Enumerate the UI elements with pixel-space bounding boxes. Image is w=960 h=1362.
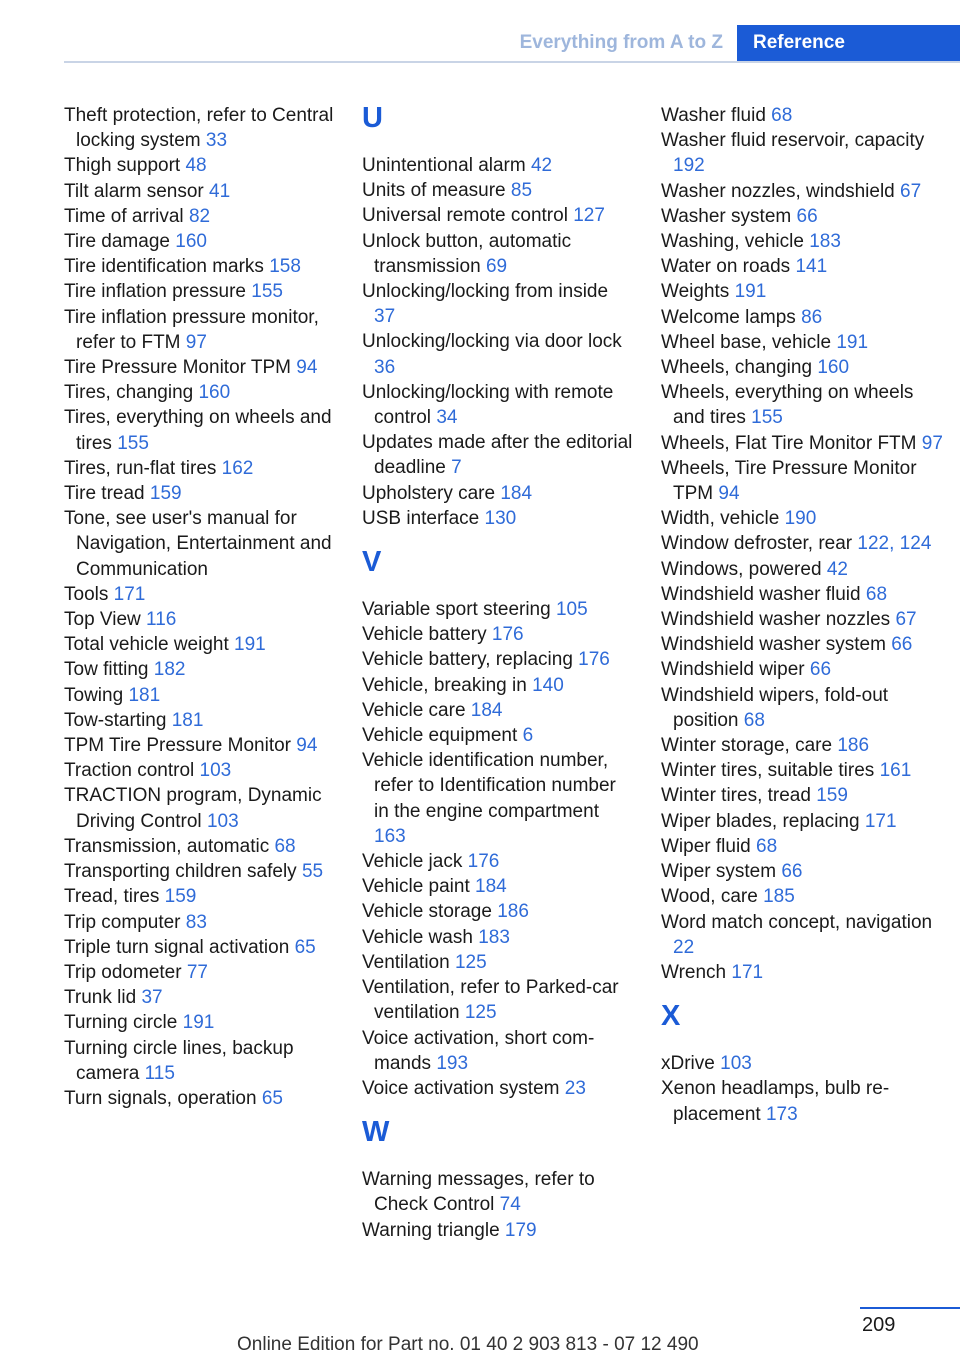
- index-entry: [362, 925, 634, 950]
- index-entry-text: Tire damage: [64, 231, 170, 253]
- index-entry: [64, 254, 336, 279]
- index-entry-text: Vehicle battery: [362, 624, 487, 646]
- page-reference-link[interactable]: 181: [171, 709, 204, 731]
- page-reference-link[interactable]: 184: [470, 699, 503, 721]
- index-entry-text: Tilt alarm sensor: [64, 180, 204, 202]
- index-entry: [362, 506, 634, 531]
- index-entry: [64, 632, 336, 657]
- index-entry: [661, 607, 946, 632]
- index-entry-text: Voice activation system: [362, 1077, 560, 1099]
- page-reference-link[interactable]: 141: [795, 256, 828, 278]
- page-reference-link[interactable]: 94: [296, 357, 318, 379]
- index-entry: [64, 960, 336, 985]
- index-entry-text: Tone, see user's manual for Navigation, Entertainment and Communication: [64, 508, 332, 580]
- index-entry-text: Vehicle care: [362, 699, 466, 721]
- index-entry-text: USB interface: [362, 507, 480, 529]
- page-reference-link[interactable]: 160: [175, 231, 207, 253]
- page-reference-link[interactable]: 183: [809, 231, 841, 253]
- index-entry: [362, 153, 634, 178]
- index-entry: [362, 1026, 634, 1076]
- index-entry-text: Word match concept, navigation: [661, 911, 933, 933]
- index-entry: [64, 935, 336, 960]
- page-reference-link[interactable]: 65: [261, 1087, 283, 1109]
- index-entry: [362, 380, 634, 430]
- index-entry-text: Wheels, changing: [661, 357, 813, 379]
- index-entry: [362, 874, 634, 899]
- index-entry: [64, 884, 336, 909]
- index-entry-text: Transporting children safely: [64, 861, 297, 883]
- index-entry: [661, 859, 946, 884]
- page-reference-link[interactable]: 161: [879, 760, 912, 782]
- page-reference-link[interactable]: 190: [784, 508, 817, 530]
- page-reference-link[interactable]: 115: [144, 1062, 175, 1084]
- index-entry-text: Turn signals, operation: [64, 1087, 257, 1109]
- index-entry: [64, 582, 336, 607]
- index-entry-text: Tow-starting: [64, 709, 167, 731]
- page-reference-link[interactable]: 171: [731, 961, 764, 983]
- index-entry-text: Wheels, Tire Pressure Monitor TPM: [661, 457, 917, 505]
- index-entry: [64, 607, 336, 632]
- index-entry-text: Tire tread: [64, 483, 145, 505]
- page-reference-link[interactable]: 83: [185, 911, 207, 933]
- index-entry-text: Windshield wipers, fold-out position: [661, 684, 889, 731]
- page-reference-link[interactable]: 173: [765, 1103, 798, 1125]
- page-reference-link[interactable]: 162: [221, 457, 254, 479]
- index-entry: [362, 597, 634, 622]
- index-entry-text: Unlocking/locking from inside: [362, 281, 609, 303]
- index-entry: [64, 179, 336, 204]
- index-entry: [64, 355, 336, 380]
- index-entry-text: Wrench: [661, 961, 727, 983]
- page-reference-link[interactable]: 140: [532, 674, 564, 696]
- index-entry-text: Vehicle jack: [362, 851, 463, 873]
- page-reference-link[interactable]: 163: [374, 825, 406, 847]
- index-entry-text: Turning circle lines, backup camera: [64, 1037, 294, 1084]
- index-entry-text: Theft protection, refer to Central locking system: [64, 105, 334, 152]
- index-entry-text: Window defroster, rear: [661, 533, 853, 555]
- page-reference-link[interactable]: 34: [436, 407, 458, 429]
- index-entry-text: Tires, run-flat tires: [64, 457, 217, 479]
- page-reference-link[interactable]: 55: [301, 861, 324, 883]
- page-reference-link[interactable]: 36: [374, 356, 396, 378]
- page-reference-link[interactable]: 68: [865, 583, 888, 605]
- index-entry: [661, 305, 946, 330]
- page-reference-link[interactable]: 160: [198, 382, 231, 404]
- index-entry: [362, 748, 634, 849]
- page-reference-link[interactable]: 171: [864, 810, 897, 832]
- index-entry: [64, 405, 336, 455]
- index-entry: [661, 657, 946, 682]
- page-reference-link[interactable]: 85: [510, 180, 533, 202]
- index-entry: [362, 849, 634, 874]
- page-reference-link[interactable]: 48: [185, 155, 207, 177]
- page-reference-link[interactable]: 97: [185, 331, 207, 353]
- index-entry-text: Trunk lid: [64, 987, 137, 1009]
- index-entry-text: Warning triangle: [362, 1219, 500, 1241]
- index-entry: [362, 975, 634, 1025]
- page-reference-link[interactable]: 37: [141, 987, 163, 1009]
- page-reference-link[interactable]: 191: [182, 1012, 215, 1034]
- page-reference-link[interactable]: 125: [454, 951, 487, 973]
- page-reference-link[interactable]: 82: [188, 205, 211, 227]
- index-letter-heading: W: [362, 1116, 390, 1149]
- page-reference-link[interactable]: 68: [756, 835, 778, 857]
- page-reference-link[interactable]: 155: [751, 407, 783, 429]
- index-entry: [661, 960, 946, 985]
- index-entry: [661, 884, 946, 909]
- index-letter-heading: U: [362, 102, 383, 134]
- index-entry: [661, 380, 946, 430]
- index-entry: [362, 899, 634, 924]
- index-entry-text: Unlock button, automatic transmission: [362, 230, 572, 277]
- index-entry: [362, 279, 634, 329]
- index-entry-text: Vehicle wash: [362, 926, 473, 948]
- index-entry-text: Total vehicle weight: [64, 634, 229, 656]
- page-reference-link[interactable]: 33: [205, 130, 228, 152]
- index-entry: [64, 481, 336, 506]
- index-entry-text: Traction control: [64, 760, 195, 782]
- index-entry: [64, 1086, 336, 1111]
- index-entry: [64, 1010, 336, 1035]
- index-entry: [64, 506, 336, 582]
- page-reference-link[interactable]: 116: [146, 609, 177, 631]
- page-reference-link[interactable]: 67: [900, 180, 922, 202]
- index-entry-text: Trip odometer: [64, 961, 182, 983]
- page-reference-link[interactable]: 68: [771, 105, 793, 126]
- index-entry-text: Tread, tires: [64, 886, 160, 908]
- page-reference-link[interactable]: 159: [164, 886, 197, 908]
- page-reference-link[interactable]: 94: [296, 735, 318, 757]
- index-entry-text: Wheels, everything on wheels and tires: [661, 382, 914, 429]
- section-title: Everything from A to Z: [519, 32, 723, 53]
- index-entry-text: Vehicle storage: [362, 901, 492, 923]
- index-entry-text: Washer fluid: [661, 105, 766, 126]
- index-entry-text: Wiper fluid: [661, 835, 751, 857]
- index-entry-text: Ventilation, refer to Parked-car ventilation: [362, 977, 619, 1024]
- index-entry: [362, 1218, 634, 1243]
- page-reference-link[interactable]: 191: [234, 634, 266, 656]
- index-entry: [661, 910, 946, 960]
- index-entry: [661, 103, 946, 128]
- page-reference-link[interactable]: 155: [117, 432, 149, 454]
- index-entry: [64, 985, 336, 1010]
- index-entry-text: Windshield washer system: [661, 634, 886, 656]
- page-reference-link[interactable]: 176: [467, 851, 500, 873]
- index-entry: [661, 1051, 946, 1076]
- page-reference-link[interactable]: 67: [895, 609, 917, 631]
- page-reference-link[interactable]: 37: [374, 306, 396, 328]
- page-reference-link[interactable]: 66: [891, 634, 913, 656]
- page-reference-link[interactable]: 159: [149, 483, 182, 505]
- page-reference-link[interactable]: 185: [763, 886, 795, 908]
- page-reference-link[interactable]: 65: [294, 936, 316, 958]
- index-entry: [64, 859, 336, 884]
- index-entry: [64, 683, 336, 708]
- index-entry-text: Windows, powered: [661, 558, 822, 580]
- index-entry-text: Wiper system: [661, 861, 777, 883]
- index-entry: [362, 229, 634, 279]
- index-entry: [64, 229, 336, 254]
- index-entry-text: Transmission, automatic: [64, 835, 270, 857]
- footer-divider: [860, 1307, 960, 1309]
- page-reference-link[interactable]: 182: [153, 659, 186, 681]
- index-entry-text: Variable sport steering: [362, 599, 551, 621]
- index-entry-text: Time of arrival: [64, 205, 184, 227]
- page-reference-link[interactable]: 130: [484, 507, 517, 529]
- index-entry: [661, 330, 946, 355]
- page-reference-link[interactable]: 122, 124: [857, 533, 932, 555]
- page-reference-link[interactable]: 105: [555, 599, 588, 621]
- index-entry: [661, 557, 946, 582]
- index-entry: [661, 1076, 946, 1126]
- index-entry: [64, 733, 336, 758]
- index-entry-text: Tires, changing: [64, 382, 194, 404]
- index-entry-text: Vehicle, breaking in: [362, 674, 527, 696]
- index-entry: [64, 657, 336, 682]
- index-entry: [362, 723, 634, 748]
- page-reference-link[interactable]: 66: [809, 659, 832, 681]
- page-reference-link[interactable]: 186: [497, 901, 529, 923]
- index-entry: [362, 178, 634, 203]
- page-reference-link[interactable]: 86: [801, 306, 823, 328]
- index-entry: [661, 279, 946, 304]
- index-entry: [64, 456, 336, 481]
- index-entry: [661, 128, 946, 178]
- index-entry: [362, 430, 634, 480]
- index-entry: [661, 179, 946, 204]
- index-entry: [661, 733, 946, 758]
- page-reference-link[interactable]: 66: [796, 205, 818, 227]
- index-entry-text: Vehicle battery, replacing: [362, 649, 573, 671]
- index-entry: [362, 673, 634, 698]
- page-reference-link[interactable]: 183: [478, 926, 510, 948]
- page-reference-link[interactable]: 181: [128, 684, 161, 706]
- index-entry: [661, 431, 946, 456]
- index-entry-text: Tools: [64, 583, 109, 605]
- page-reference-link[interactable]: 155: [251, 281, 283, 303]
- index-entry-text: Vehicle paint: [362, 876, 470, 898]
- index-entry-text: Winter tires, suitable tires: [661, 760, 875, 782]
- page-number: 209: [862, 1314, 896, 1336]
- index-entry: [661, 683, 946, 733]
- page-reference-link[interactable]: 94: [718, 483, 740, 505]
- index-entry-text: Wheel base, vehicle: [661, 331, 832, 353]
- index-column-3: [661, 103, 946, 1127]
- page-reference-link[interactable]: 159: [816, 785, 848, 807]
- page-reference-link[interactable]: 23: [564, 1077, 586, 1099]
- index-entry-text: Upholstery care: [362, 482, 496, 504]
- index-entry: [362, 481, 634, 506]
- index-entry-text: Washer fluid reservoir, capacity: [661, 130, 925, 152]
- page-reference-link[interactable]: 158: [269, 256, 301, 278]
- index-entry-text: Welcome lamps: [661, 306, 796, 328]
- index-entry: [64, 279, 336, 304]
- index-entry-text: Universal remote control: [362, 205, 568, 227]
- index-entry: [661, 632, 946, 657]
- page-reference-link[interactable]: 77: [186, 961, 208, 983]
- index-entry-text: Trip computer: [64, 911, 181, 933]
- index-entry-text: Washer system: [661, 205, 792, 227]
- index-entry: [362, 698, 634, 723]
- index-entry-text: Windshield washer nozzles: [661, 609, 891, 631]
- index-entry: [362, 329, 634, 379]
- page-reference-link[interactable]: 171: [113, 583, 146, 605]
- index-entry: [64, 783, 336, 833]
- index-entry: [661, 531, 946, 556]
- index-entry-text: Triple turn signal activation: [64, 936, 290, 958]
- index-entry-text: Top View: [64, 609, 141, 631]
- index-entry: [362, 203, 634, 228]
- page-reference-link[interactable]: 41: [209, 180, 231, 202]
- index-entry: [64, 1036, 336, 1086]
- index-entry-text: Weights: [661, 281, 730, 303]
- index-entry: [661, 229, 946, 254]
- page-reference-link[interactable]: 68: [274, 835, 296, 857]
- index-entry: [362, 622, 634, 647]
- page-reference-link[interactable]: 66: [781, 861, 803, 883]
- index-entry: [64, 380, 336, 405]
- page-reference-link[interactable]: 103: [206, 810, 239, 832]
- index-entry-text: Washer nozzles, windshield: [661, 180, 895, 202]
- index-entry-text: Width, vehicle: [661, 508, 780, 530]
- index-entry-text: Washing, vehicle: [661, 231, 804, 253]
- edition-footer: Online Edition for Part no. 01 40 2 903 813 - 07 12 490: [237, 1334, 699, 1355]
- index-entry-text: Tow fitting: [64, 659, 149, 681]
- page-reference-link[interactable]: 186: [837, 735, 870, 757]
- index-entry-text: Ventilation: [362, 951, 450, 973]
- index-entry-text: Tire inflation pressure monitor, refer to FTM: [64, 306, 319, 353]
- index-entry: [362, 1076, 634, 1101]
- index-entry-text: Thigh support: [64, 155, 181, 177]
- index-entry: [64, 910, 336, 935]
- index-entry: [64, 834, 336, 859]
- index-entry: [661, 355, 946, 380]
- header-divider: [64, 61, 960, 63]
- index-column-2: [362, 103, 634, 1243]
- page-reference-link[interactable]: 42: [826, 558, 848, 580]
- index-entry: [362, 1167, 634, 1217]
- page-reference-link[interactable]: 97: [921, 432, 943, 454]
- index-entry: [661, 809, 946, 834]
- index-entry: [64, 204, 336, 229]
- index-entry: [64, 305, 336, 355]
- page-reference-link[interactable]: 69: [485, 255, 508, 277]
- index-entry-text: Warning messages, refer to Check Control: [362, 1169, 595, 1216]
- index-entry-text: Towing: [64, 684, 124, 706]
- index-entry: [64, 708, 336, 733]
- index-entry: [661, 783, 946, 808]
- index-entry-text: Wiper blades, replacing: [661, 810, 860, 832]
- index-entry: [64, 103, 336, 153]
- page-reference-link[interactable]: 103: [720, 1053, 752, 1075]
- index-entry: [661, 758, 946, 783]
- index-column-1: [64, 103, 336, 1111]
- page-reference-link[interactable]: 184: [475, 876, 507, 898]
- index-entry-text: Updates made after the editorial deadline: [362, 432, 633, 479]
- page-reference-link[interactable]: 191: [734, 281, 767, 303]
- index-entry: [362, 647, 634, 672]
- index-entry-text: xDrive: [661, 1053, 715, 1075]
- index-entry: [64, 153, 336, 178]
- index-entry-text: Turning circle: [64, 1012, 178, 1034]
- index-entry-text: TPM Tire Pressure Monitor: [64, 735, 291, 757]
- reference-tab: Reference: [737, 25, 960, 61]
- page-reference-link[interactable]: 184: [500, 482, 533, 504]
- page-reference-link[interactable]: 191: [836, 331, 869, 353]
- page-reference-link[interactable]: 74: [499, 1194, 521, 1216]
- index-entry-text: Vehicle equipment: [362, 725, 518, 747]
- page-reference-link[interactable]: 192: [673, 155, 705, 177]
- index-entry: [661, 834, 946, 859]
- index-letter-heading: V: [362, 546, 382, 579]
- index-entry-text: Tire inflation pressure: [64, 281, 246, 303]
- index-entry-text: Wheels, Flat Tire Monitor FTM: [661, 432, 917, 454]
- index-entry: [661, 254, 946, 279]
- page-reference-link[interactable]: 176: [578, 649, 610, 671]
- page-reference-link[interactable]: 7: [451, 457, 462, 479]
- page-reference-link[interactable]: 127: [573, 205, 605, 227]
- page-reference-link[interactable]: 160: [817, 357, 850, 379]
- index-entry-text: Unlocking/locking via door lock: [362, 331, 622, 353]
- index-entry-text: Winter storage, care: [661, 735, 833, 757]
- index-entry-text: Windshield wiper: [661, 659, 805, 681]
- index-entry: [362, 950, 634, 975]
- page-reference-link[interactable]: 176: [491, 624, 524, 646]
- index-entry-text: Unintentional alarm: [362, 155, 526, 176]
- index-entry-text: Unlocking/locking with remote control: [362, 381, 614, 429]
- index-entry-text: TRACTION program, Dynamic Driving Control: [64, 785, 322, 832]
- index-entry: [661, 506, 946, 531]
- index-entry-text: Water on roads: [661, 256, 791, 278]
- index-entry-text: Wood, care: [661, 886, 758, 908]
- page-reference-link[interactable]: 179: [504, 1219, 537, 1241]
- page-reference-link[interactable]: 68: [743, 709, 765, 731]
- index-entry: [661, 456, 946, 506]
- index-entry-text: Windshield washer fluid: [661, 583, 861, 605]
- page-reference-link[interactable]: 42: [530, 155, 553, 176]
- index-entry-text: Vehicle identification number, refer to Identification number in the engine compartment: [362, 750, 616, 822]
- index-entry: [661, 582, 946, 607]
- index-entry-text: Voice activation, short commands: [362, 1027, 595, 1074]
- page-reference-link[interactable]: 193: [436, 1052, 469, 1074]
- index-entry-text: Tires, everything on wheels and tires: [64, 407, 332, 454]
- page-reference-link[interactable]: 103: [199, 760, 232, 782]
- index-entry-text: Winter tires, tread: [661, 785, 811, 807]
- index-entry: [64, 758, 336, 783]
- page-reference-link[interactable]: 125: [464, 1002, 497, 1024]
- page-reference-link[interactable]: 6: [522, 725, 534, 747]
- index-letter-heading: X: [661, 1000, 681, 1033]
- index-entry-text: Tire identification marks: [64, 256, 264, 278]
- index-entry-text: Xenon headlamps, bulb replacement: [661, 1078, 890, 1125]
- page-reference-link[interactable]: 22: [673, 936, 695, 958]
- index-entry: [661, 204, 946, 229]
- index-entry-text: Tire Pressure Monitor TPM: [64, 357, 291, 379]
- index-entry-text: Units of measure: [362, 180, 506, 202]
